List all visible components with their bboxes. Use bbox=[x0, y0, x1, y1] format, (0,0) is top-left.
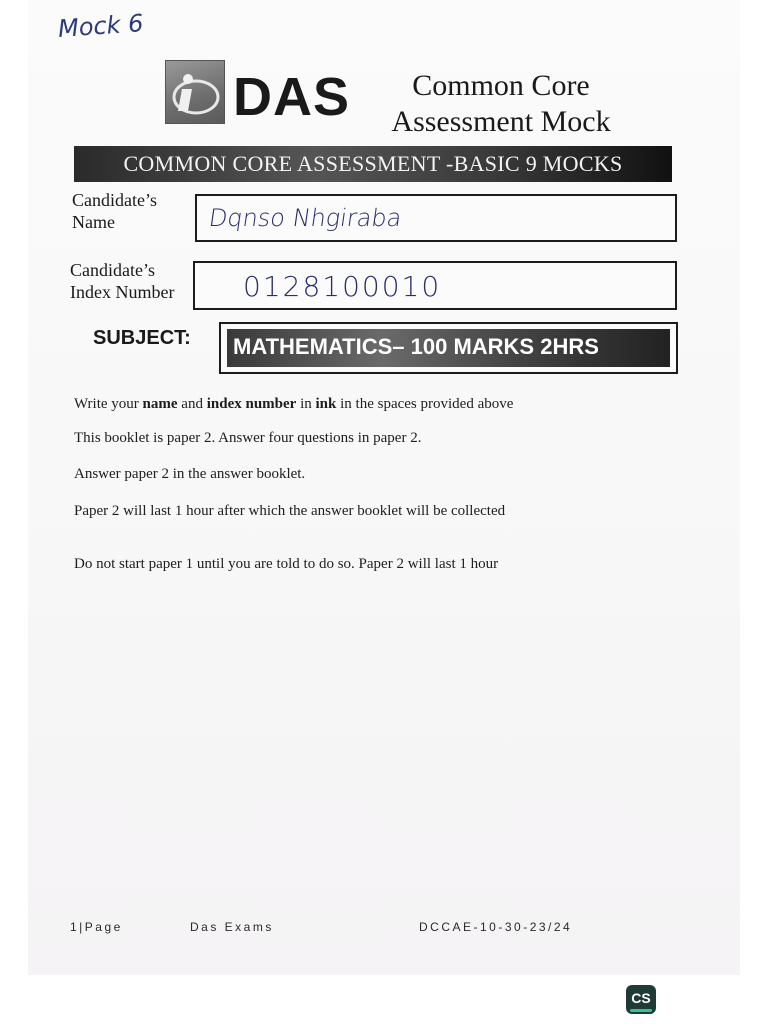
title-line-1: Common Core bbox=[412, 69, 590, 102]
das-logo-text: DAS bbox=[233, 67, 351, 127]
title-line-2: Assessment Mock bbox=[391, 105, 611, 138]
candidate-index-label: Candidate’s Index Number bbox=[70, 260, 175, 302]
instruction-3: Answer paper 2 in the answer booklet. bbox=[74, 466, 306, 482]
instruction-2: This booklet is paper 2. Answer four questions in paper 2. bbox=[74, 430, 422, 446]
candidate-index-value: 0128100010 bbox=[243, 270, 442, 303]
candidate-name-value: Dqnso Nhgiraba bbox=[207, 204, 404, 232]
instruction-1: Write your name and index number in ink in the spaces provided above bbox=[74, 396, 514, 412]
subject-box bbox=[219, 322, 678, 374]
footer-publisher: Das Exams bbox=[190, 920, 274, 934]
candidate-name-field[interactable] bbox=[195, 194, 677, 242]
assessment-banner: COMMON CORE ASSESSMENT -BASIC 9 MOCKS bbox=[74, 146, 672, 182]
document-title bbox=[376, 68, 626, 140]
footer-page-number: 1|Page bbox=[70, 920, 123, 934]
candidate-name-label: Candidate’s Name bbox=[72, 190, 157, 232]
candidate-index-field[interactable] bbox=[193, 261, 677, 310]
handwritten-mock-note: Mock 6 bbox=[57, 9, 145, 43]
instruction-4: Paper 2 will last 1 hour after which the answer booklet will be collected bbox=[74, 503, 506, 519]
das-logo-icon bbox=[165, 60, 225, 124]
footer-document-code: DCCAE-10-30-23/24 bbox=[419, 920, 573, 934]
subject-label: SUBJECT: bbox=[93, 327, 191, 349]
instruction-5: Do not start paper 1 until you are told to do so. Paper 2 will last 1 hour bbox=[74, 556, 499, 572]
camscanner-badge-icon[interactable]: CS bbox=[626, 985, 656, 1014]
subject-value: MATHEMATICS– 100 MARKS 2HRS bbox=[227, 329, 670, 367]
